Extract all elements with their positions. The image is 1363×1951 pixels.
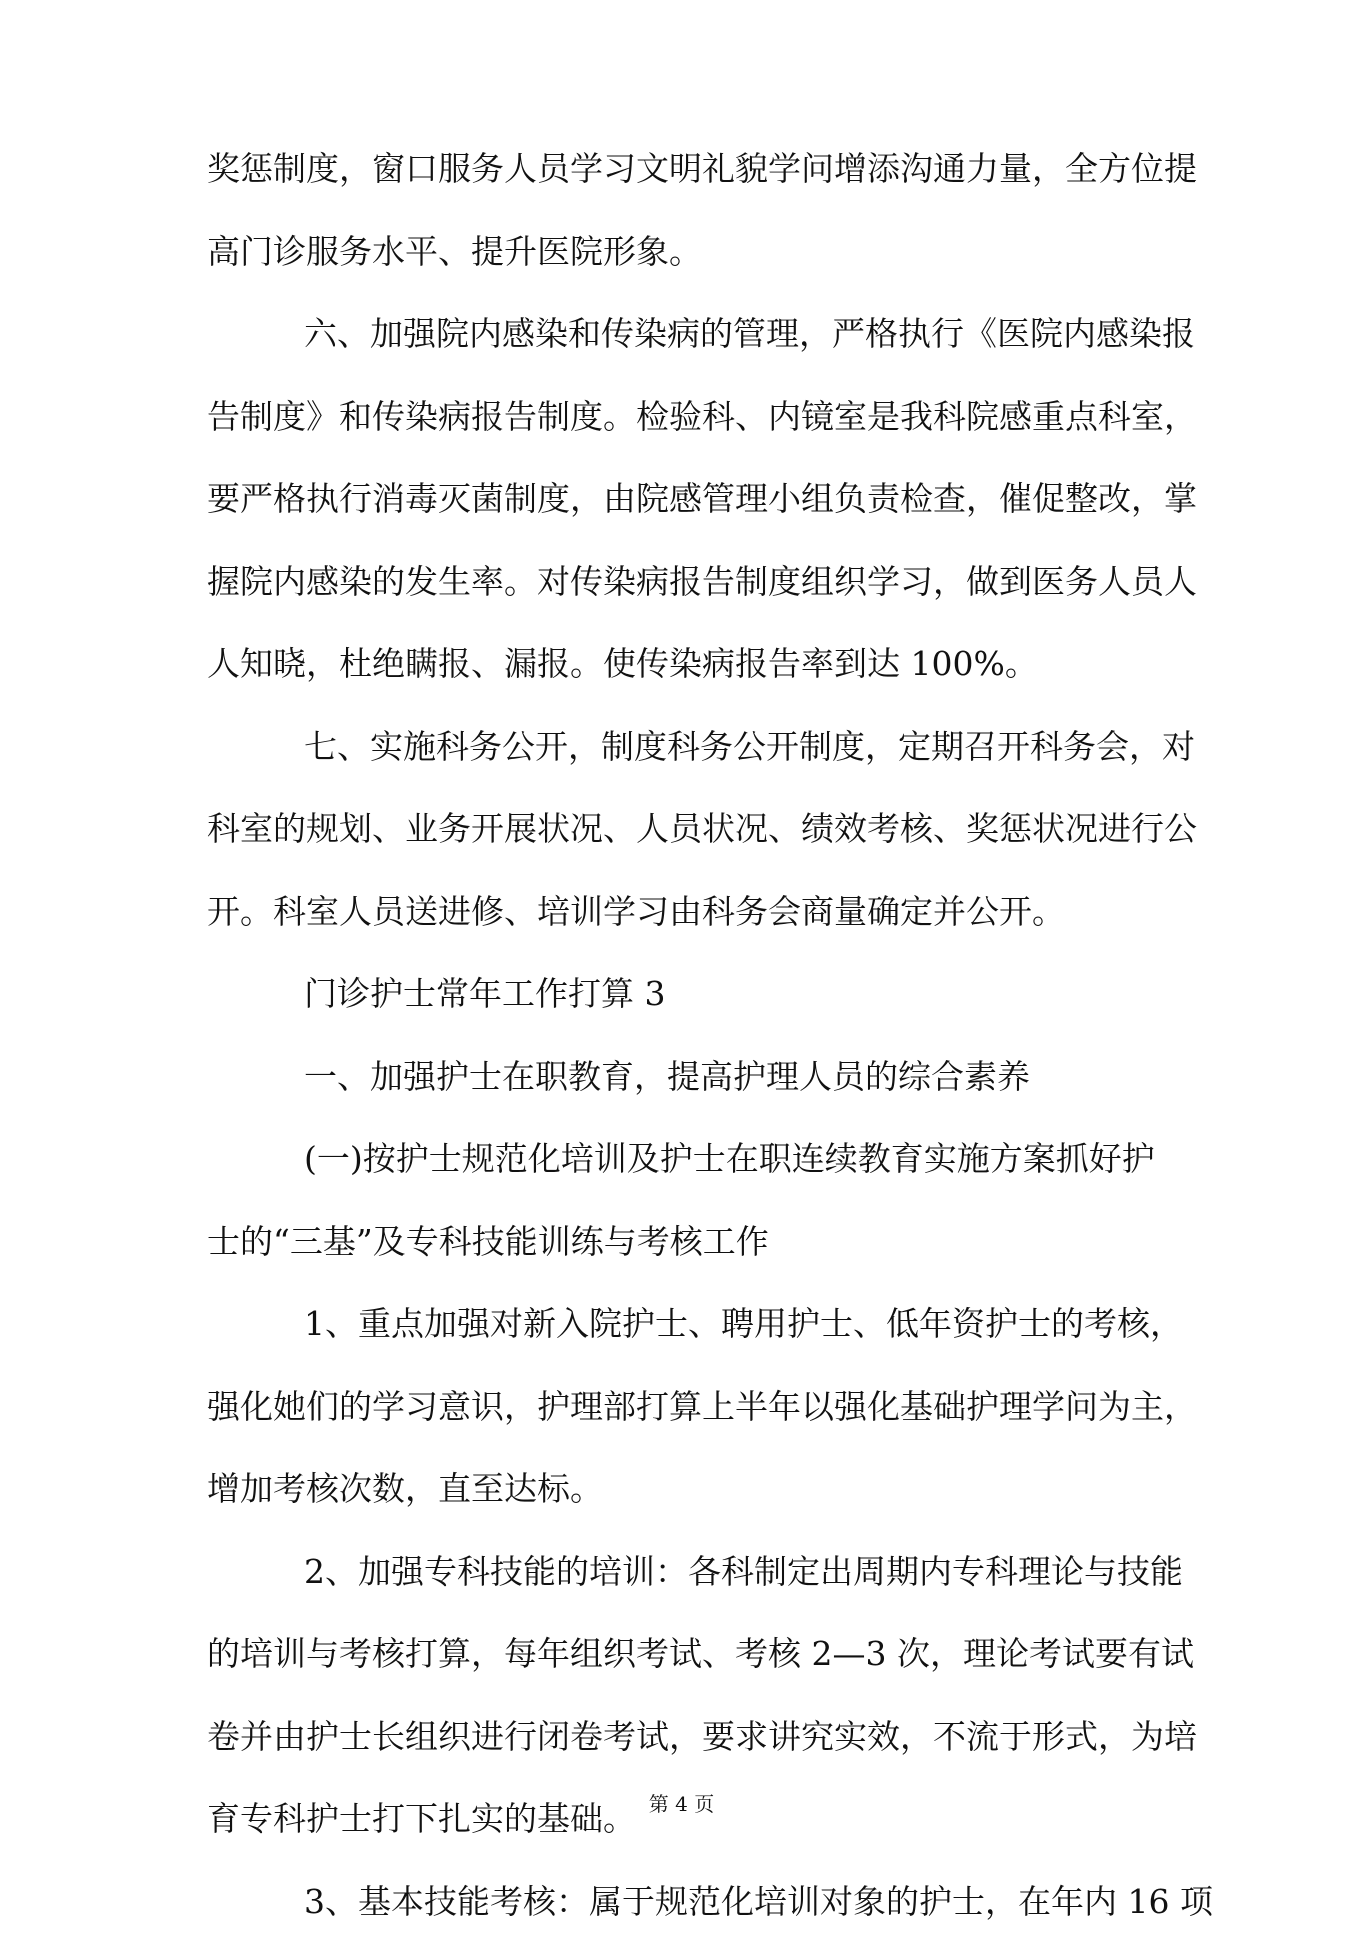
paragraph-start-line: 七、实施科务公开，制度科务公开制度，定期召开科务会，对 xyxy=(207,714,1172,797)
document-body xyxy=(207,136,1172,1951)
text-line: 的培训与考核打算，每年组织考试、考核 2—3 次，理论考试要有试 xyxy=(207,1621,1172,1704)
text-line: 卷并由护士长组织进行闭卷考试，要求讲究实效，不流于形式，为培 xyxy=(207,1704,1172,1787)
paragraph-start-line: 1、重点加强对新入院护士、聘用护士、低年资护士的考核， xyxy=(207,1291,1172,1374)
text-line: 握院内感染的发生率。对传染病报告制度组织学习，做到医务人员人 xyxy=(207,549,1172,632)
text-line: 科室的规划、业务开展状况、人员状况、绩效考核、奖惩状况进行公 xyxy=(207,796,1172,879)
text-line: 要严格执行消毒灭菌制度，由院感管理小组负责检查，催促整改，掌 xyxy=(207,466,1172,549)
text-line: 士的“三基”及专科技能训练与考核工作 xyxy=(207,1209,1172,1292)
text-line: 告制度》和传染病报告制度。检验科、内镜室是我科院感重点科室， xyxy=(207,384,1172,467)
text-line: 育专科护士打下扎实的基础。 xyxy=(207,1786,1172,1869)
subsection-heading: 一、加强护士在职教育，提高护理人员的综合素养 xyxy=(207,1044,1172,1127)
text-line: 高门诊服务水平、提升医院形象。 xyxy=(207,219,1172,302)
paragraph-start-line: 2、加强专科技能的培训：各科制定出周期内专科理论与技能 xyxy=(207,1539,1172,1622)
paragraph-start-line: 六、加强院内感染和传染病的管理，严格执行《医院内感染报 xyxy=(207,301,1172,384)
page-number: 第 4 页 xyxy=(0,1788,1363,1817)
section-heading: 门诊护士常年工作打算 3 xyxy=(207,961,1172,1044)
text-line: 奖惩制度，窗口服务人员学习文明礼貌学问增添沟通力量，全方位提 xyxy=(207,136,1172,219)
paragraph-start-line: 3、基本技能考核：属于规范化培训对象的护士，在年内 16 项 xyxy=(207,1869,1172,1951)
text-line: 增加考核次数，直至达标。 xyxy=(207,1456,1172,1539)
text-line: 人知晓，杜绝瞒报、漏报。使传染病报告率到达 100%。 xyxy=(207,631,1172,714)
text-line: 开。科室人员送进修、培训学习由科务会商量确定并公开。 xyxy=(207,879,1172,962)
paragraph-start-line: (一)按护士规范化培训及护士在职连续教育实施方案抓好护 xyxy=(207,1126,1172,1209)
text-line: 强化她们的学习意识，护理部打算上半年以强化基础护理学问为主， xyxy=(207,1374,1172,1457)
